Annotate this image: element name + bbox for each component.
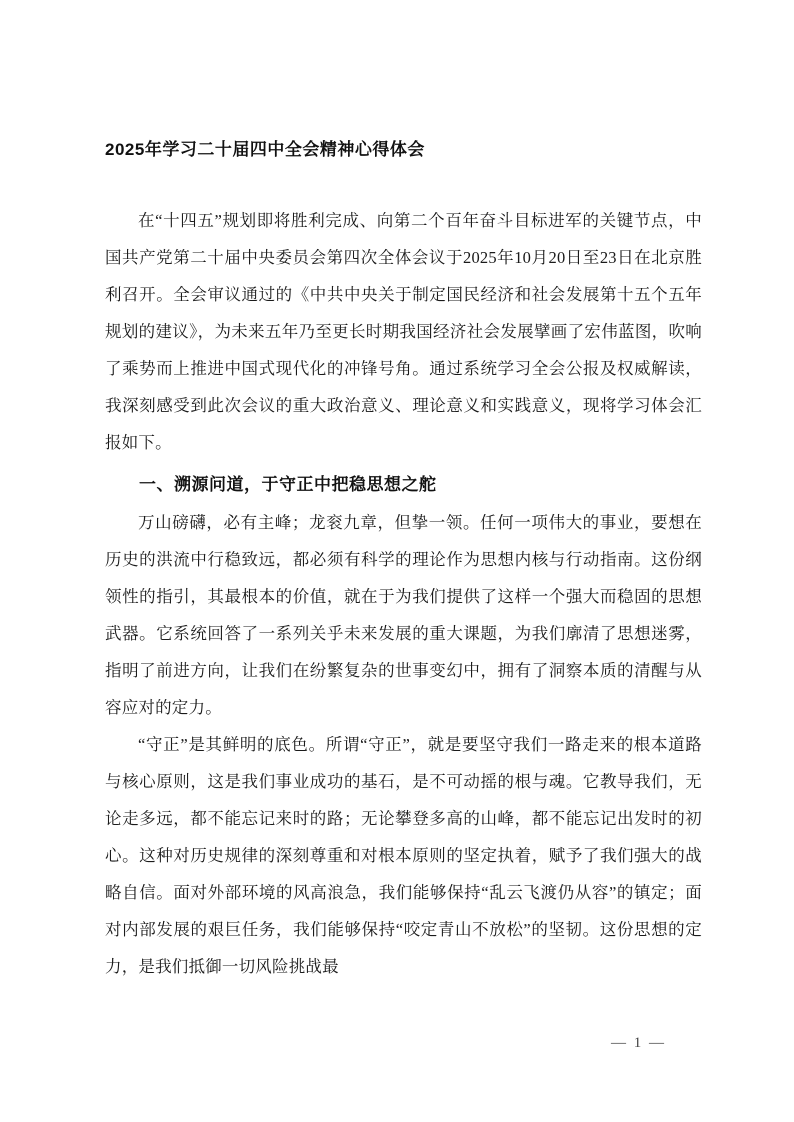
paragraph-section1-1: 万山磅礴，必有主峰；龙衮九章，但挚一领。任何一项伟大的事业，要想在历史的洪流中行稳致远，都必须有科学的理论作为思想内核与行动指南。这份纲领性的指引，其最根本的价值，就在于为我们提供了这样一个强大而稳固的思想武器。它系统回答了一系列关乎未来发展的重大课题，为我们廓清了思想迷雾，指明了前进方向，让我们在纷繁复杂的世事变幻中，拥有了洞察本质的清醒与从容应对的定力。: [105, 513, 702, 717]
document-body: [105, 202, 702, 985]
paragraph-intro: 在“十四五”规划即将胜利完成、向第二个百年奋斗目标进军的关键节点，中国共产党第二十届中央委员会第四次全体会议于2025年10月20日至23日在北京胜利召开。全会审议通过的《中共中央关于制定国民经济和社会发展第十五个五年规划的建议》，为未来五年乃至更长时期我国经济社会发展擘画了宏伟蓝图，吹响了乘势而上推进中国式现代化的冲锋号角。通过系统学习全会公报及权威解读，我深刻感受到此次会议的重大政治意义、理论意义和实践意义，现将学习体会汇报如下。: [105, 211, 702, 452]
section-heading: 一、溯源问道，于守正中把稳思想之舵: [139, 475, 437, 494]
page-number: — 1 —: [611, 1035, 666, 1051]
paragraph-section1-2: “守正”是其鲜明的底色。所谓“守正”，就是要坚守我们一路走来的根本道路与核心原则，这是我们事业成功的基石，是不可动摇的根与魂。它教导我们，无论走多远，都不能忘记来时的路；无论攀登多高的山峰，都不能忘记出发时的初心。这种对历史规律的深刻尊重和对根本原则的坚定执着，赋予了我们强大的战略自信。面对外部环境的风高浪急，我们能够保持“乱云飞渡仍从容”的镇定；面对内部发展的艰巨任务，我们能够保持“咬定青山不放松”的坚韧。这份思想的定力，是我们抵御一切风险挑战最: [105, 735, 702, 976]
document-title: 2025年学习二十届四中全会精神心得体会: [105, 140, 425, 159]
